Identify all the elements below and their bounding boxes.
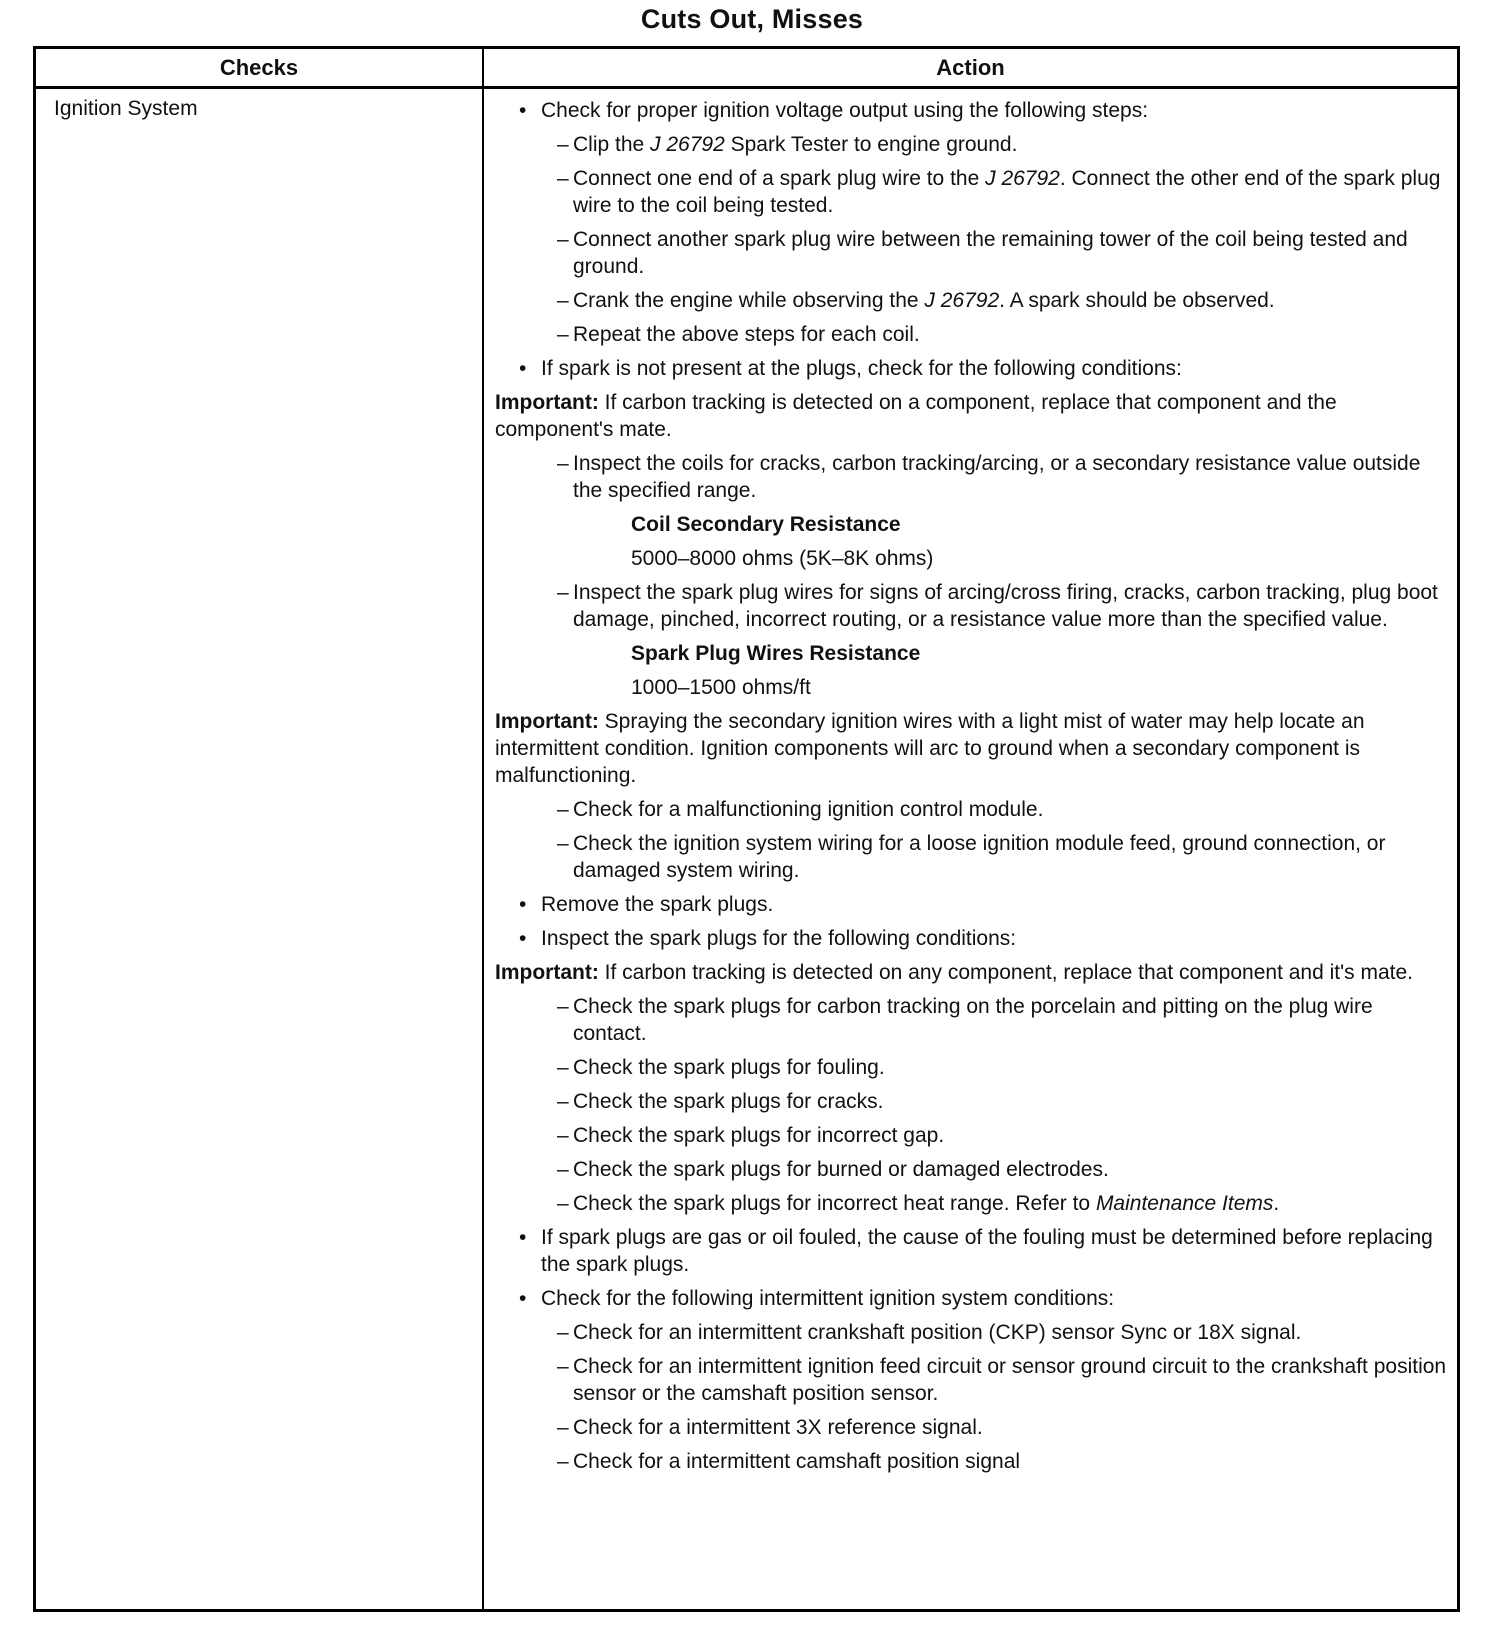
spec-label: Spark Plug Wires Resistance (631, 642, 921, 665)
action-bullet: • If spark is not present at the plugs, check for the following conditions: (495, 355, 1450, 382)
action-step: – Connect another spark plug wire between the remaining tower of the coil being tested and ground. (495, 226, 1450, 280)
diagnostic-table (33, 46, 1460, 1612)
action-step: – Check the spark plugs for incorrect heat range. Refer to Maintenance Items. (495, 1190, 1450, 1217)
spec-label: Coil Secondary Resistance (631, 513, 901, 536)
table-header-row (36, 49, 1457, 89)
important-note: Important: If carbon tracking is detected on any component, replace that component and it's mate. (495, 961, 1413, 984)
important-note: Important: If carbon tracking is detected on a component, replace that component and the component's mate. (495, 391, 1337, 441)
action-bullet: • Check for the following intermittent ignition system conditions: (495, 1285, 1450, 1312)
action-step: – Connect one end of a spark plug wire to the J 26792. Connect the other end of the spark plug wire to the coil being tested. (495, 165, 1450, 219)
tool-reference: J 26792 (924, 289, 1000, 312)
manual-reference: Maintenance Items (1095, 1192, 1274, 1215)
action-step: – Check for an intermittent ignition feed circuit or sensor ground circuit to the crankshaft position sensor or the camshaft position sensor. (495, 1353, 1450, 1407)
action-bullet: • If spark plugs are gas or oil fouled, the cause of the fouling must be determined before replacing the spark plugs. (495, 1224, 1450, 1278)
column-header-action: Action (936, 55, 1005, 80)
action-step: – Check the spark plugs for burned or damaged electrodes. (495, 1156, 1450, 1183)
tool-reference: J 26792 (650, 133, 725, 156)
action-step: – Check the spark plugs for incorrect gap. (495, 1122, 1450, 1149)
document-title: Cuts Out, Misses (640, 4, 864, 34)
action-step: – Check the spark plugs for cracks. (495, 1088, 1450, 1115)
action-bullet: • Inspect the spark plugs for the following conditions: (495, 925, 1450, 952)
action-step: – Inspect the spark plug wires for signs of arcing/cross firing, cracks, carbon tracking, plug boot damage, pinched, incorrect routing, or a resistance value more than the specified value. (495, 579, 1450, 633)
action-step: – Check for a intermittent camshaft position signal (495, 1448, 1450, 1475)
action-step: – Check for a intermittent 3X reference signal. (495, 1414, 1450, 1441)
column-header-checks: Checks (219, 55, 299, 80)
spec-value: 5000–8000 ohms (5K–8K ohms) (631, 547, 934, 570)
important-label: Important: (495, 710, 599, 733)
action-step: – Inspect the coils for cracks, carbon tracking/arcing, or a secondary resistance value outside the specified range. (495, 450, 1450, 504)
action-step: – Check for a malfunctioning ignition control module. (495, 796, 1450, 823)
important-label: Important: (495, 391, 599, 414)
action-cell (495, 97, 1450, 1482)
action-step: – Repeat the above steps for each coil. (495, 321, 1450, 348)
important-label: Important: (495, 961, 599, 984)
important-note: Important: Spraying the secondary ignition wires with a light mist of water may help locate an intermittent condition. Ignition components will arc to ground when a secondary component is malfunctioning. (495, 710, 1365, 787)
action-step: – Check for an intermittent crankshaft position (CKP) sensor Sync or 18X signal. (495, 1319, 1450, 1346)
tool-reference: J 26792 (985, 167, 1060, 190)
action-bullet: • Remove the spark plugs. (495, 891, 1450, 918)
column-divider (482, 49, 484, 1609)
action-bullet: • Check for proper ignition voltage output using the following steps: (495, 97, 1450, 124)
action-step: – Check the spark plugs for fouling. (495, 1054, 1450, 1081)
action-step: – Clip the J 26792 Spark Tester to engine ground. (495, 131, 1450, 158)
spec-value: 1000–1500 ohms/ft (631, 676, 811, 699)
check-cell: Ignition System (54, 97, 198, 120)
action-step: – Check the ignition system wiring for a loose ignition module feed, ground connection, or damaged system wiring. (495, 830, 1450, 884)
action-step: – Check the spark plugs for carbon tracking on the porcelain and pitting on the plug wire contact. (495, 993, 1450, 1047)
action-step: – Crank the engine while observing the J 26792. A spark should be observed. (495, 287, 1450, 314)
